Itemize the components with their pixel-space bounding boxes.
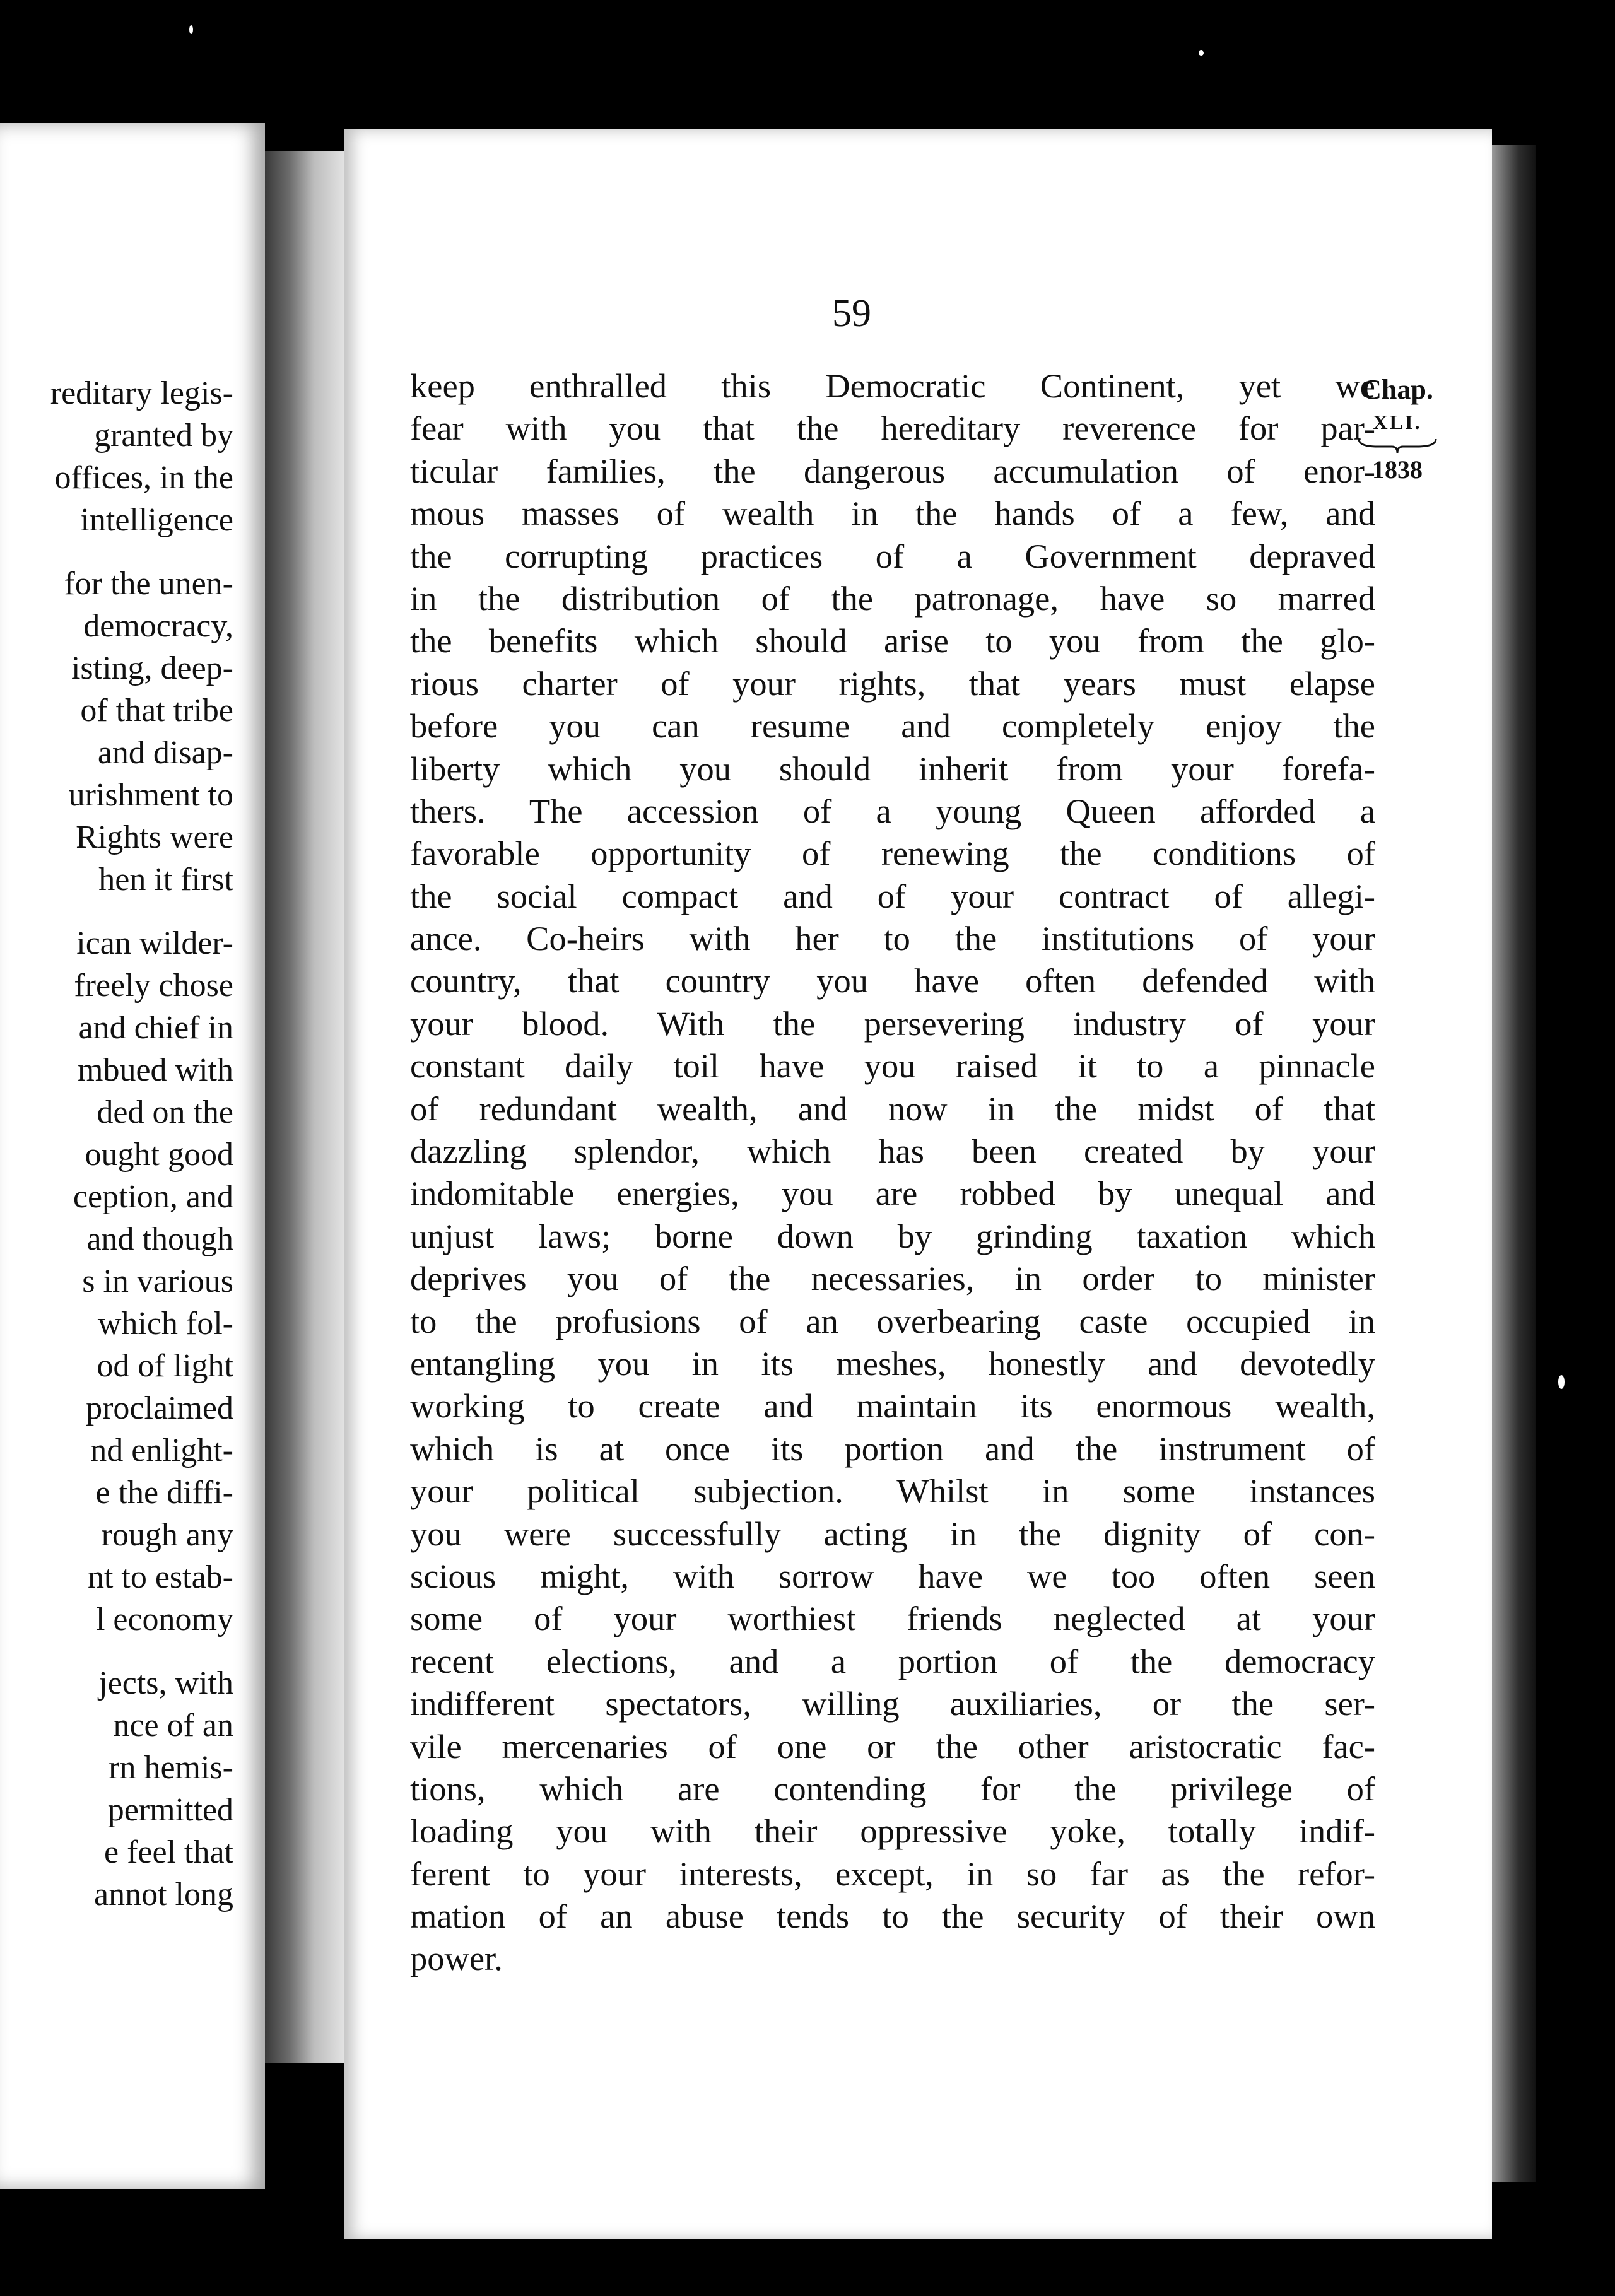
body-text-line: power.	[410, 1939, 503, 1978]
body-text-line: deprives you of the necessaries, in order to minister	[410, 1259, 1375, 1298]
left-page-line: freely chose	[74, 968, 233, 1004]
left-page-line: s in various	[82, 1263, 233, 1299]
left-page-line: hen it first	[98, 862, 233, 898]
body-text-line: of redundant wealth, and now in the midst of that	[410, 1089, 1375, 1128]
body-text-line: mation of an abuse tends to the security of their own	[410, 1897, 1375, 1936]
body-text-line: keep enthralled this Democratic Continent, yet we	[410, 366, 1375, 405]
left-page-line: ought good	[85, 1137, 233, 1173]
body-text-line: loading you with their oppressive yoke, totally indif-	[410, 1812, 1375, 1851]
left-page-line: l economy	[95, 1602, 233, 1637]
body-text-line: fear with you that the hereditary reverence for par-	[410, 409, 1375, 448]
body-text-line: the corrupting practices of a Government depraved	[410, 536, 1375, 575]
body-text-line: constant daily toil have you raised it to a pinnacle	[410, 1046, 1375, 1086]
left-page-line: nce of an	[113, 1707, 233, 1743]
left-page-line: of that tribe	[80, 693, 233, 729]
paragraph-gap	[0, 901, 233, 922]
paragraph-gap	[0, 1641, 233, 1662]
body-text-line: mous masses of wealth in the hands of a few, and	[410, 494, 1375, 533]
body-text-line: you were successfully acting in the dignity of con-	[410, 1514, 1375, 1553]
left-page-line: e the diffi-	[95, 1475, 233, 1511]
body-text-line: ferent to your interests, except, in so far as the refor-	[410, 1854, 1375, 1893]
left-page-line: urishment to	[68, 777, 233, 813]
body-text-line: which is at once its portion and the instrument of	[410, 1429, 1375, 1468]
left-page-line: for the unen-	[64, 566, 233, 602]
body-text-line: ticular families, the dangerous accumulation of enor-	[410, 451, 1375, 490]
left-page-line: rn hemis-	[109, 1750, 233, 1786]
body-text-line: entangling you in its meshes, honestly and devotedly	[410, 1344, 1375, 1383]
left-page-line: democracy,	[83, 608, 233, 644]
left-page-line: proclaimed	[86, 1390, 233, 1426]
margin-note-chapter-number: XLI.	[1373, 411, 1422, 433]
left-page-line: intelligence	[80, 502, 233, 538]
left-page-line: jects, with	[98, 1665, 233, 1701]
left-page-line: ded on the	[97, 1094, 233, 1130]
scan-speck	[1199, 50, 1204, 56]
body-text-line: unjust laws; borne down by grinding taxation which	[410, 1216, 1375, 1255]
left-page-line: nd enlight-	[90, 1432, 233, 1468]
body-text	[410, 365, 1375, 1980]
left-page-line: which fol-	[97, 1306, 233, 1342]
scan-speck	[1558, 1375, 1565, 1389]
body-text-line: the social compact and of your contract of allegi-	[410, 876, 1375, 915]
body-text-line: before you can resume and completely enjoy the	[410, 706, 1375, 746]
page-number: 59	[832, 292, 871, 335]
left-page-line: annot long	[94, 1877, 233, 1912]
body-text-line: country, that country you have often defended with	[410, 961, 1375, 1000]
left-page-line: permitted	[107, 1792, 233, 1828]
left-page-line: rough any	[101, 1517, 233, 1553]
left-page-line: and though	[86, 1221, 233, 1257]
left-page-line: and chief in	[78, 1010, 233, 1046]
body-text-line: indifferent spectators, willing auxiliaries, or the ser-	[410, 1684, 1375, 1723]
margin-note-year: 1838	[1372, 455, 1423, 484]
book-gutter	[265, 151, 347, 2063]
body-text-line: your blood. With the persevering industry of your	[410, 1004, 1375, 1043]
body-text-line: scious might, with sorrow have we too often seen	[410, 1556, 1375, 1595]
left-page-line: mbued with	[78, 1052, 233, 1088]
left-page-line: Rights were	[76, 819, 233, 855]
body-text-line: ance. Co-heirs with her to the institutions of your	[410, 919, 1375, 958]
left-page-line: e feel that	[104, 1834, 233, 1870]
paragraph-gap	[0, 541, 233, 563]
body-text-line: your political subjection. Whilst in some instances	[410, 1472, 1375, 1511]
body-text-line: tions, which are contending for the privilege of	[410, 1769, 1375, 1808]
body-text-line: vile mercenaries of one or the other aristocratic fac-	[410, 1726, 1375, 1766]
body-text-line: to the profusions of an overbearing caste occupied in	[410, 1301, 1375, 1340]
margin-note-chapter: Chap.	[1361, 374, 1433, 405]
body-text-line: some of your worthiest friends neglected at your	[410, 1599, 1375, 1638]
body-text-line: in the distribution of the patronage, have so marred	[410, 578, 1375, 618]
left-page-line: granted by	[94, 418, 233, 454]
body-text-line: rious charter of your rights, that years must elapse	[410, 664, 1375, 703]
left-page-line: isting, deep-	[71, 650, 233, 686]
body-text-line: the benefits which should arise to you from the glo-	[410, 621, 1375, 660]
scan-speck	[189, 25, 193, 34]
left-page-line: and disap-	[97, 735, 233, 771]
body-text-line: indomitable energies, you are robbed by unequal and	[410, 1174, 1375, 1213]
body-text-line: recent elections, and a portion of the democracy	[410, 1641, 1375, 1680]
body-text-line: favorable opportunity of renewing the conditions of	[410, 834, 1375, 873]
body-text-line: liberty which you should inherit from your forefa-	[410, 749, 1375, 788]
body-text-line: dazzling splendor, which has been created by your	[410, 1132, 1375, 1171]
left-page-text	[0, 372, 233, 1916]
left-page-line: od of light	[97, 1348, 233, 1384]
body-text-line: working to create and maintain its enormous wealth,	[410, 1386, 1375, 1426]
left-page-line: nt to estab-	[87, 1559, 233, 1595]
left-page-line: ception, and	[73, 1179, 233, 1215]
page-edge-shadow	[1492, 145, 1536, 2182]
body-text-line: thers. The accession of a young Queen afforded a	[410, 791, 1375, 830]
left-page-line: reditary legis-	[50, 375, 233, 411]
left-page-line: offices, in the	[54, 460, 233, 496]
left-page-line: ican wilder-	[76, 925, 233, 961]
